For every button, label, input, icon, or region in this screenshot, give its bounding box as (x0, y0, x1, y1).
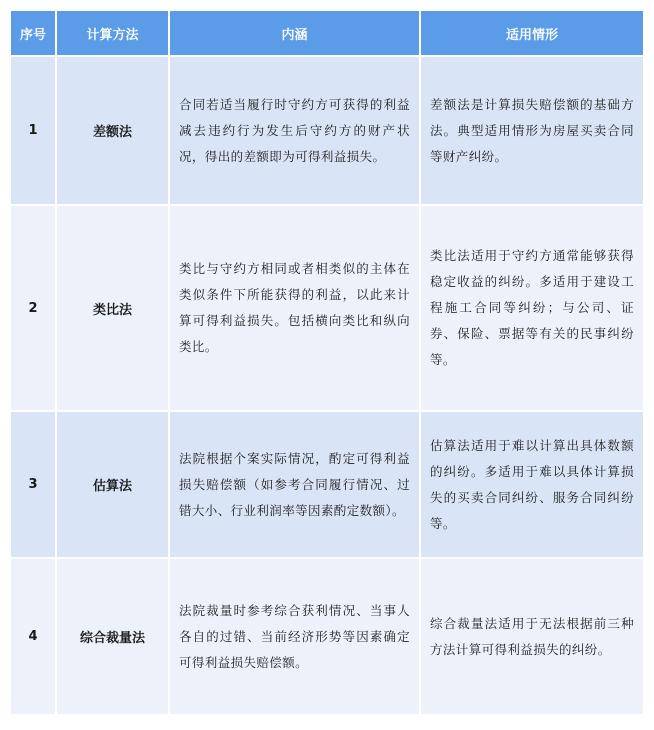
row-no: 1 (11, 57, 55, 204)
row-scope: 差额法是计算损失赔偿额的基础方法。典型适用情形为房屋买卖合同等财产纠纷。 (421, 57, 643, 204)
header-method: 计算方法 (57, 11, 168, 55)
row-no: 2 (11, 206, 55, 410)
row-scope: 估算法适用于难以计算出具体数额的纠纷。多适用于难以具体计算损失的买卖合同纠纷、服务合同纠纷等。 (421, 412, 643, 557)
table-body (11, 57, 643, 714)
row-method: 综合裁量法 (57, 559, 168, 714)
table-header (11, 11, 643, 55)
calculation-methods-table (9, 9, 645, 716)
table-row (11, 57, 643, 204)
row-meaning: 法院裁量时参考综合获利情况、当事人各自的过错、当前经济形势等因素确定可得利益损失赔偿额。 (170, 559, 419, 714)
row-meaning: 合同若适当履行时守约方可获得的利益减去违约行为发生后守约方的财产状况，得出的差额即为可得利益损失。 (170, 57, 419, 204)
row-scope: 综合裁量法适用于无法根据前三种方法计算可得利益损失的纠纷。 (421, 559, 643, 714)
header-row (11, 11, 643, 55)
row-meaning: 类比与守约方相同或者相类似的主体在类似条件下所能获得的利益，以此来计算可得利益损失。包括横向类比和纵向类比。 (170, 206, 419, 410)
table-row (11, 206, 643, 410)
row-method: 类比法 (57, 206, 168, 410)
table-container (9, 9, 645, 716)
table-row (11, 412, 643, 557)
header-no: 序号 (11, 11, 55, 55)
row-method: 估算法 (57, 412, 168, 557)
header-meaning: 内涵 (170, 11, 419, 55)
row-meaning: 法院根据个案实际情况，酌定可得利益损失赔偿额（如参考合同履行情况、过错大小、行业利润率等因素酌定数额）。 (170, 412, 419, 557)
header-scope: 适用情形 (421, 11, 643, 55)
row-method: 差额法 (57, 57, 168, 204)
row-no: 4 (11, 559, 55, 714)
table-row (11, 559, 643, 714)
row-no: 3 (11, 412, 55, 557)
row-scope: 类比法适用于守约方通常能够获得稳定收益的纠纷。多适用于建设工程施工合同等纠纷；与公司、证券、保险、票据等有关的民事纠纷等。 (421, 206, 643, 410)
